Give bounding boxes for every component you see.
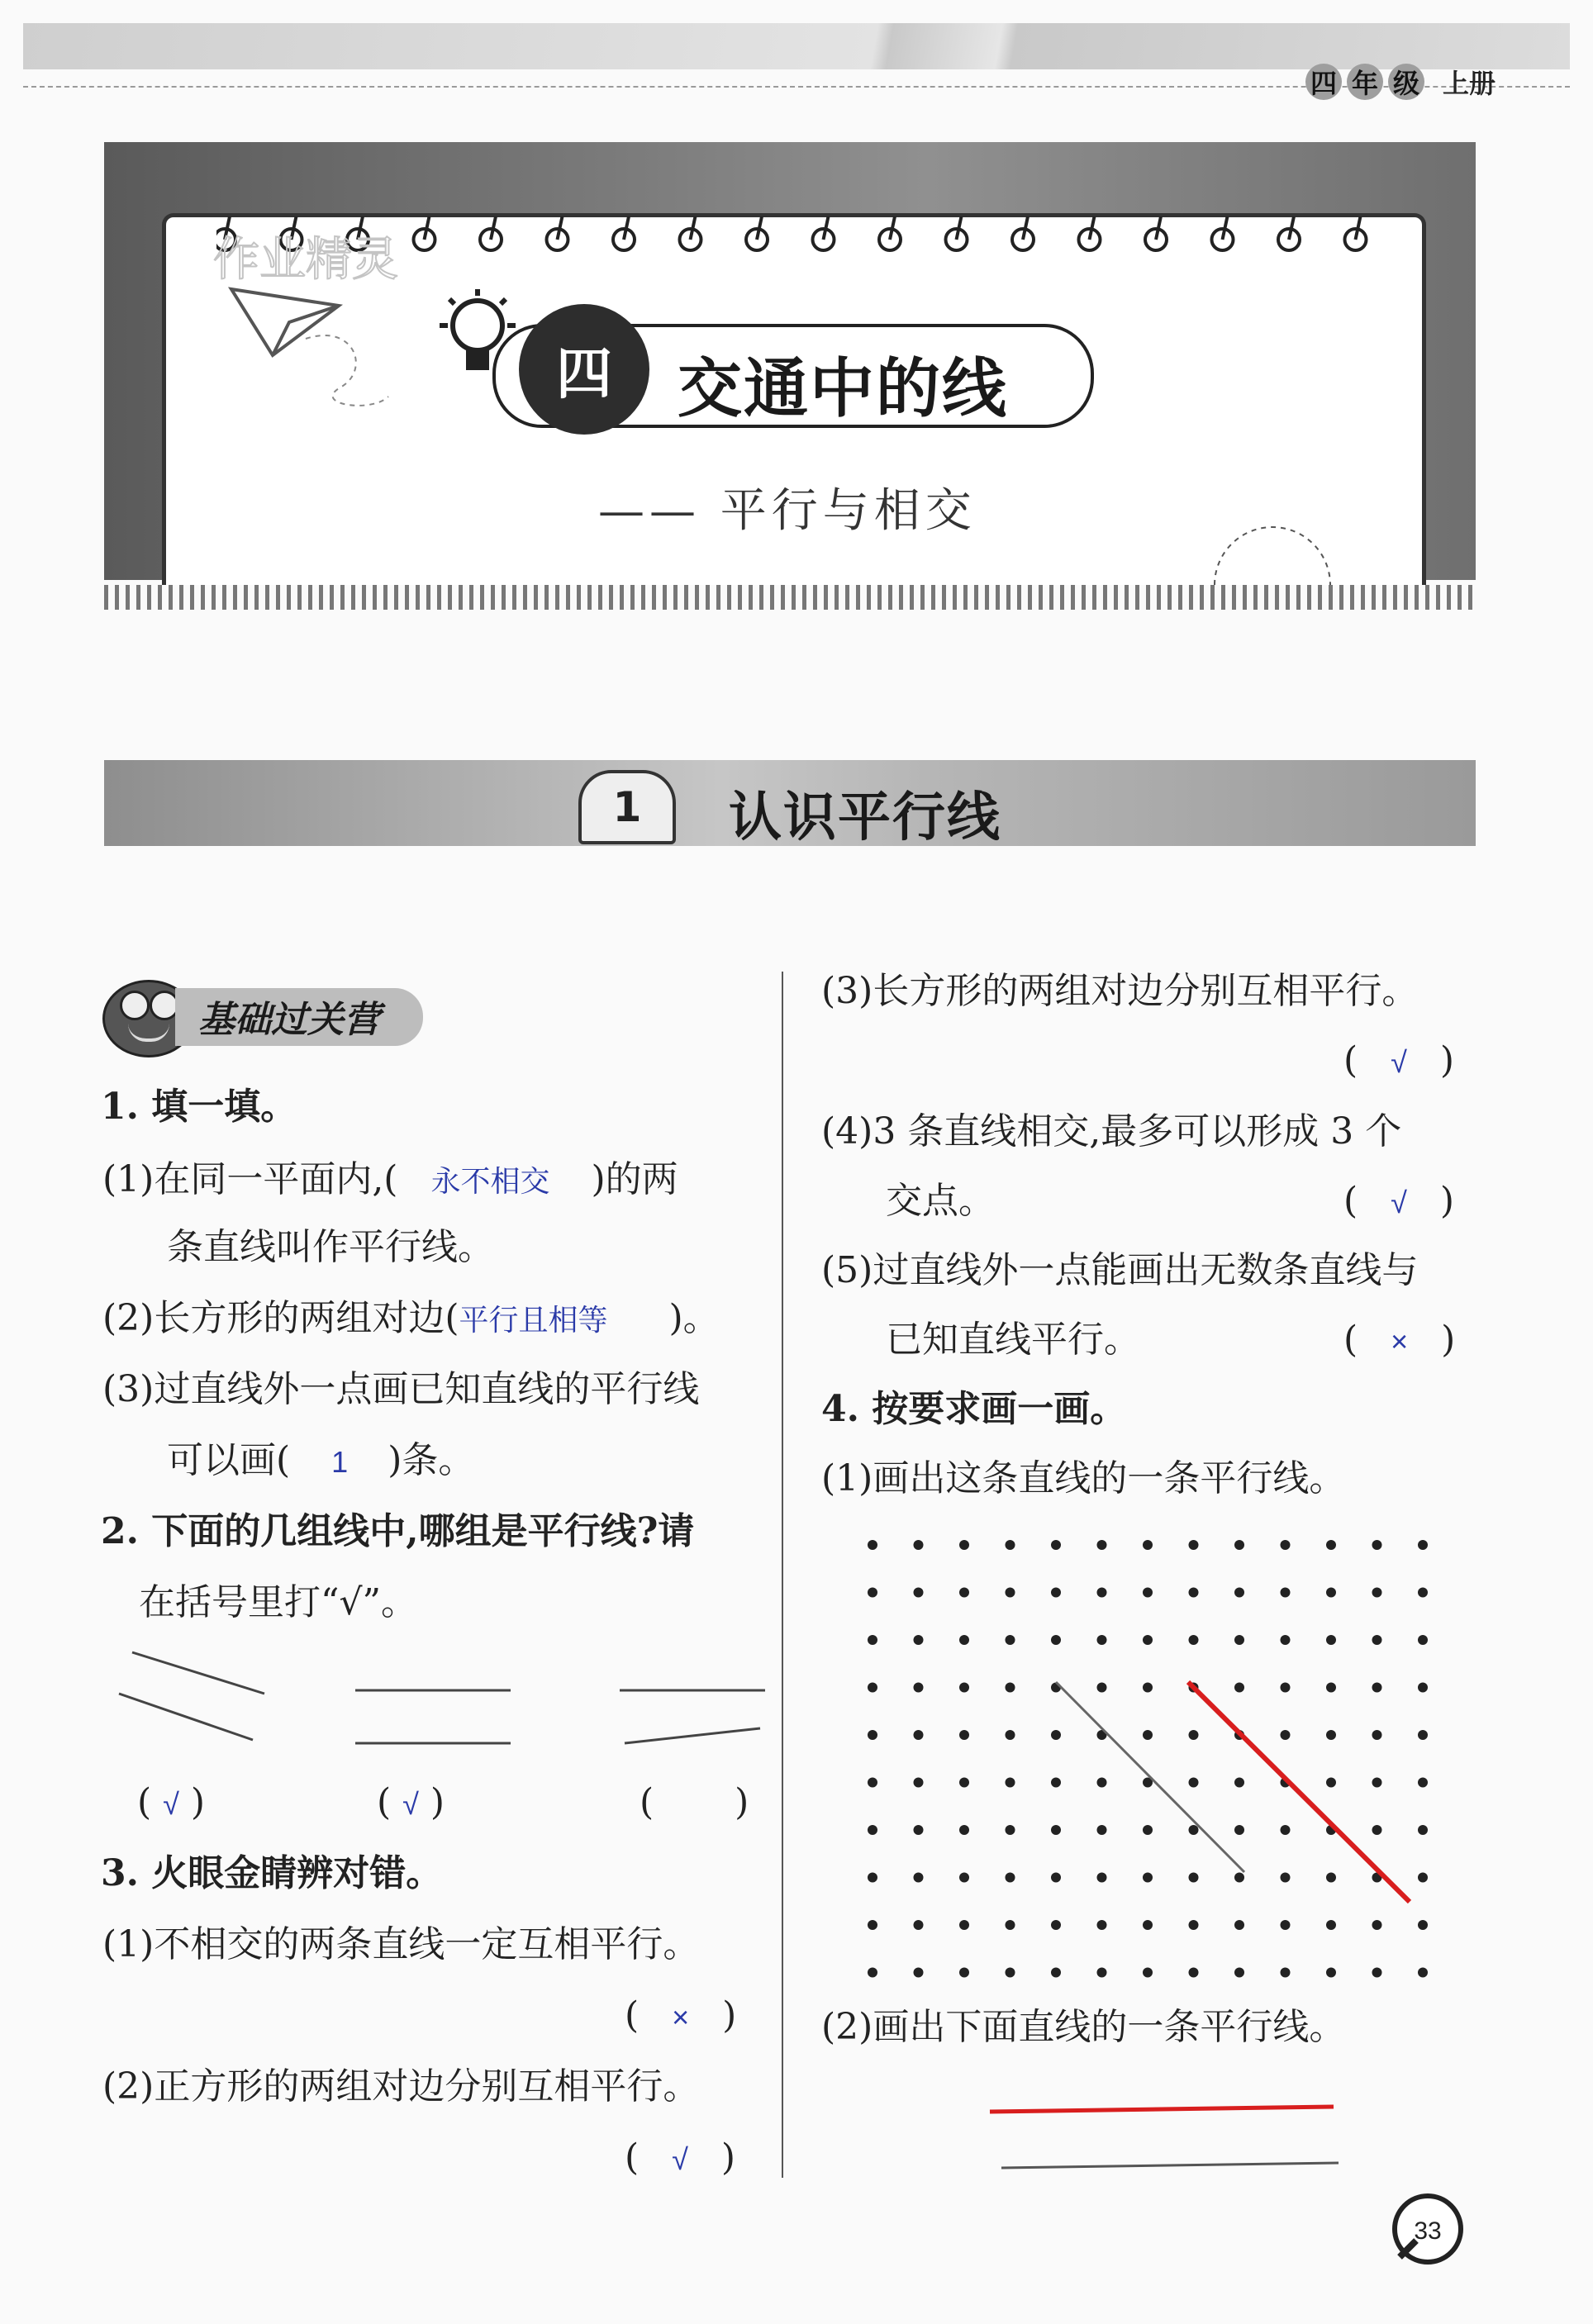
- lesson-title: 认识平行线: [729, 787, 1001, 848]
- grid-dot: [1097, 1968, 1107, 1978]
- dashed-circle-decoration: [1206, 492, 1339, 585]
- grid-dot: [1006, 1730, 1015, 1740]
- grid-dot: [1418, 1635, 1428, 1645]
- grid-dot: [1189, 1920, 1199, 1930]
- question-2-title-cont: 在括号里打“√”。: [139, 1581, 418, 1623]
- q1-text: 可以画(: [167, 1439, 291, 1481]
- grid-dot: [1418, 1778, 1428, 1788]
- grid-dot: [1189, 1873, 1199, 1883]
- answer-text: √: [402, 1787, 419, 1821]
- grid-dot: [1372, 1730, 1382, 1740]
- grid-dot: [1372, 1683, 1382, 1693]
- grid-dot: [914, 1730, 924, 1740]
- grid-dot: [959, 1825, 969, 1835]
- answer-text: √: [672, 2142, 688, 2176]
- answer-text: 1: [331, 1445, 349, 1479]
- grid-dot: [1234, 1968, 1244, 1978]
- page-number: 33: [1414, 2217, 1442, 2245]
- grid-dot: [1189, 1540, 1199, 1550]
- q3-item-3-answer: ( √ ): [1343, 1039, 1455, 1081]
- q3-item-2: (2)正方形的两组对边分别互相平行。: [102, 2065, 700, 2108]
- grid-dot: [1097, 1873, 1107, 1883]
- grid-dot: [959, 1778, 969, 1788]
- q2-answer-2: ( √ ): [377, 1781, 445, 1823]
- grid-dot: [1051, 1540, 1061, 1550]
- grid-dot: [1281, 1683, 1291, 1693]
- grid-dot: [1006, 1635, 1015, 1645]
- q3-item-1: (1)不相交的两条直线一定互相平行。: [102, 1923, 700, 1965]
- grid-dot: [914, 1968, 924, 1978]
- grid-dot: [1006, 1540, 1015, 1550]
- grid-dot: [1189, 1968, 1199, 1978]
- grid-dot: [868, 1730, 877, 1740]
- grid-dot: [1143, 1825, 1153, 1835]
- question-4-title: 4. 按要求画一画。: [821, 1388, 1127, 1430]
- grid-dot: [1418, 1540, 1428, 1550]
- grid-dot: [1189, 1588, 1199, 1598]
- grid-dot: [914, 1635, 924, 1645]
- grid-dot: [1234, 1778, 1244, 1788]
- grid-dot: [1418, 1825, 1428, 1835]
- answer-text: 平行且相等: [459, 1303, 608, 1337]
- frog-eye: [120, 991, 150, 1020]
- grid-dot: [1418, 1730, 1428, 1740]
- grid-dot: [1281, 1825, 1291, 1835]
- question-1-part-2: [102, 1294, 720, 1345]
- grid-dot: [868, 1825, 877, 1835]
- grid-dot: [1234, 1873, 1244, 1883]
- grid-dot: [1006, 1920, 1015, 1930]
- grid-dot: [1189, 1778, 1199, 1788]
- grid-dot: [1281, 1873, 1291, 1883]
- q3-item-4: (4)3 条直线相交,最多可以形成 3 个: [821, 1110, 1402, 1152]
- q1-text: )。: [668, 1297, 720, 1339]
- q3-item-3: (3)长方形的两组对边分别互相平行。: [821, 970, 1419, 1012]
- grid-dot: [1281, 1588, 1291, 1598]
- grid-dot: [914, 1825, 924, 1835]
- q1-text: )条。: [388, 1439, 475, 1481]
- grid-dot: [914, 1683, 924, 1693]
- grid-dot: [1051, 1730, 1061, 1740]
- grid-dot: [1097, 1778, 1107, 1788]
- grid-dot: [1097, 1920, 1107, 1930]
- parallel-line-figure: [925, 2082, 1355, 2181]
- question-1-part-3: (3)过直线外一点画已知直线的平行线: [102, 1368, 700, 1410]
- grid-dot: [914, 1778, 924, 1788]
- question-1-part-1: [102, 1155, 678, 1206]
- grid-dot: [959, 1588, 969, 1598]
- grade-label: [1305, 63, 1496, 101]
- grid-dot: [1234, 1920, 1244, 1930]
- q4-part-1: (1)画出这条直线的一条平行线。: [821, 1457, 1346, 1499]
- grid-dot: [1143, 1540, 1153, 1550]
- grid-dot: [1051, 1635, 1061, 1645]
- grade-char: 四: [1305, 64, 1342, 100]
- grid-dot: [1326, 1683, 1336, 1693]
- grid-dot: [1006, 1588, 1015, 1598]
- grid-dot: [1326, 1920, 1336, 1930]
- grid-dot: [959, 1730, 969, 1740]
- grid-dot: [868, 1920, 877, 1930]
- question-3-title: 3. 火眼金睛辨对错。: [101, 1852, 443, 1894]
- answer-text: ×: [1391, 1324, 1409, 1358]
- grid-dot: [914, 1540, 924, 1550]
- grid-dot: [1281, 1968, 1291, 1978]
- section-tag-label: 基础过关营: [198, 999, 380, 1041]
- q3-item-1-answer: ( × ): [625, 1994, 737, 2036]
- question-1-part-3-cont: [167, 1436, 474, 1487]
- q3-item-5: (5)过直线外一点能画出无数条直线与: [821, 1249, 1419, 1291]
- grid-dot: [868, 1540, 877, 1550]
- q3-item-2-answer: ( √ ): [625, 2136, 736, 2179]
- grid-dot: [1051, 1873, 1061, 1883]
- chapter-subtitle: —— 平行与相交: [598, 484, 977, 538]
- grid-dot: [1326, 1968, 1336, 1978]
- answer-text: 永不相交: [430, 1164, 550, 1198]
- grid-dot: [1143, 1588, 1153, 1598]
- grid-dot: [868, 1873, 877, 1883]
- q1-text: (2)长方形的两组对边(: [102, 1297, 459, 1339]
- grid-dot: [1051, 1588, 1061, 1598]
- grid-dot: [1326, 1778, 1336, 1788]
- grid-dot: [1418, 1683, 1428, 1693]
- watermark: 作业精灵: [213, 233, 398, 287]
- volume-label: 上册: [1442, 68, 1496, 99]
- page-number-badge: [1388, 2189, 1467, 2269]
- grid-dot: [1372, 1635, 1382, 1645]
- grid-dot: [914, 1873, 924, 1883]
- grid-dot: [1234, 1588, 1244, 1598]
- grid-dot: [1143, 1920, 1153, 1930]
- grid-dot: [1143, 1968, 1153, 1978]
- grid-dot: [868, 1968, 877, 1978]
- grid-dot: [959, 1920, 969, 1930]
- question-1-title: 1. 填一填。: [101, 1086, 297, 1128]
- grid-dot: [1143, 1635, 1153, 1645]
- grid-dot: [1326, 1540, 1336, 1550]
- grid-dot: [959, 1873, 969, 1883]
- grid-dot: [1372, 1588, 1382, 1598]
- q4-part-2: (2)画出下面直线的一条平行线。: [821, 2006, 1346, 2048]
- grid-dot: [1097, 1825, 1107, 1835]
- grid-dot: [1234, 1540, 1244, 1550]
- grid-dot: [1051, 1920, 1061, 1930]
- grid-dot: [868, 1635, 877, 1645]
- grid-dot: [959, 1683, 969, 1693]
- grid-dot: [1372, 1540, 1382, 1550]
- q3-item-4-cont: 交点。: [886, 1180, 995, 1222]
- grid-dot: [914, 1588, 924, 1598]
- question-2-title: 2. 下面的几组线中,哪组是平行线?请: [101, 1510, 695, 1552]
- grid-dot: [1234, 1825, 1244, 1835]
- answer-text: ×: [672, 2000, 690, 2034]
- frog-mouth: [128, 1024, 169, 1042]
- answer-text: √: [1391, 1045, 1407, 1079]
- grade-char: 年: [1347, 64, 1383, 100]
- q3-item-5-answer: ( × ): [1343, 1319, 1456, 1361]
- answer-text: √: [163, 1787, 179, 1821]
- grid-dot: [1281, 1540, 1291, 1550]
- grid-dot: [1051, 1825, 1061, 1835]
- lesson-number: 1: [578, 770, 676, 844]
- grid-dot: [868, 1588, 877, 1598]
- grid-dot: [1189, 1730, 1199, 1740]
- grid-dot: [1051, 1778, 1061, 1788]
- grid-dot: [1051, 1968, 1061, 1978]
- grid-dot: [1097, 1635, 1107, 1645]
- grid-dot: [1006, 1683, 1015, 1693]
- grid-dot: [868, 1778, 877, 1788]
- q1-text: (1)在同一平面内,(: [102, 1158, 398, 1200]
- grid-dot: [1418, 1588, 1428, 1598]
- grid-dot: [1326, 1730, 1336, 1740]
- grid-dot: [1097, 1540, 1107, 1550]
- grid-dot: [1234, 1683, 1244, 1693]
- grid-dot: [1372, 1825, 1382, 1835]
- grid-dot: [1418, 1920, 1428, 1930]
- grid-dot: [1372, 1778, 1382, 1788]
- grid-dot: [1418, 1873, 1428, 1883]
- grid-dot: [959, 1968, 969, 1978]
- grid-dot: [1372, 1920, 1382, 1930]
- grid-dot: [1281, 1920, 1291, 1930]
- grade-char: 级: [1388, 64, 1424, 100]
- question-1-part-1-cont: 条直线叫作平行线。: [167, 1226, 494, 1268]
- chapter-title: 交通中的线: [678, 352, 1009, 426]
- grid-dot: [1006, 1873, 1015, 1883]
- q2-answer-3: ( ): [640, 1781, 749, 1823]
- grid-dot: [959, 1540, 969, 1550]
- tick-border: [104, 585, 1476, 610]
- grid-dot: [1143, 1683, 1153, 1693]
- grid-dot: [1281, 1730, 1291, 1740]
- paper-plane-icon: [215, 273, 397, 421]
- q2-answer-1: ( √ ): [137, 1781, 206, 1823]
- grid-dot: [1326, 1873, 1336, 1883]
- line-pairs-figure: [107, 1636, 777, 1760]
- column-divider: [782, 972, 783, 2178]
- grid-dot: [1418, 1968, 1428, 1978]
- dot-grid-figure: [851, 1522, 1446, 1984]
- grid-dot: [1326, 1588, 1336, 1598]
- q3-item-5-cont: 已知直线平行。: [886, 1319, 1140, 1361]
- answer-text: √: [1391, 1186, 1407, 1219]
- grid-dot: [1143, 1730, 1153, 1740]
- grid-dot: [1006, 1778, 1015, 1788]
- grid-dot: [1189, 1635, 1199, 1645]
- grid-dot: [1006, 1968, 1015, 1978]
- grid-dot: [1143, 1873, 1153, 1883]
- grid-dot: [959, 1635, 969, 1645]
- grid-dot: [1097, 1588, 1107, 1598]
- grid-dot: [1189, 1825, 1199, 1835]
- grid-dot: [1234, 1635, 1244, 1645]
- grid-dot: [1281, 1635, 1291, 1645]
- q1-text: )的两: [591, 1158, 678, 1200]
- grid-dot: [1326, 1635, 1336, 1645]
- chapter-number: 四: [519, 304, 649, 435]
- grid-dot: [1006, 1825, 1015, 1835]
- grid-dot: [868, 1683, 877, 1693]
- grid-dot: [1097, 1683, 1107, 1693]
- q3-item-4-answer: ( √ ): [1343, 1180, 1455, 1222]
- grid-dot: [1372, 1968, 1382, 1978]
- grid-dot: [914, 1920, 924, 1930]
